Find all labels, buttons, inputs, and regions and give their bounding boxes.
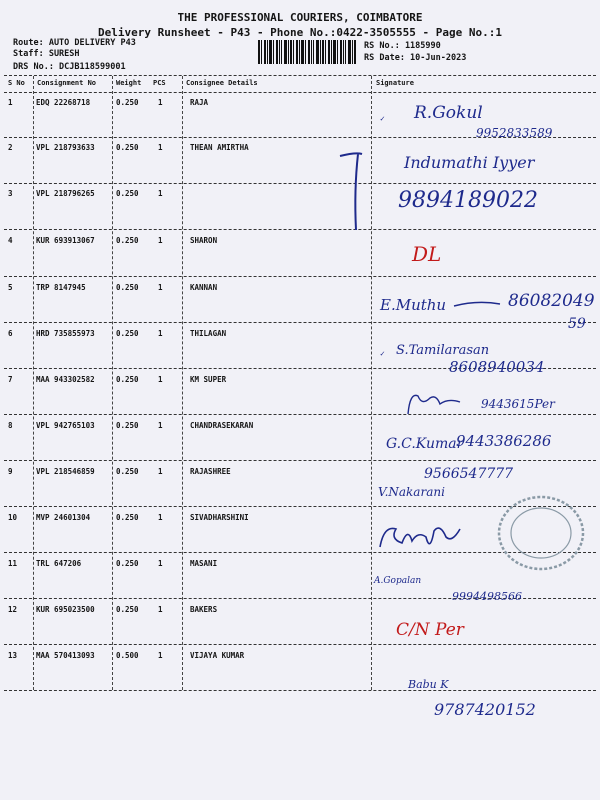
row-pcs: 1 bbox=[158, 559, 163, 568]
row-sno: 11 bbox=[8, 559, 18, 568]
row-consignee: THEAN AMIRTHA bbox=[190, 143, 249, 152]
row-pcs: 1 bbox=[158, 421, 163, 430]
row-weight: 0.250 bbox=[116, 421, 139, 430]
row-sno: 2 bbox=[8, 143, 13, 152]
row-divider bbox=[4, 414, 596, 415]
col-header-pcs: PCS bbox=[153, 79, 166, 87]
phone-row6: 8608940034 bbox=[449, 358, 545, 376]
row-pcs: 1 bbox=[158, 375, 163, 384]
signature-row5: E.Muthu bbox=[380, 296, 447, 314]
row-weight: 0.250 bbox=[116, 236, 139, 245]
row-weight: 0.250 bbox=[116, 605, 139, 614]
row-sno: 7 bbox=[8, 375, 13, 384]
row-pcs: 1 bbox=[158, 513, 163, 522]
row-pcs: 1 bbox=[158, 236, 163, 245]
check-mark-icon: ✓ bbox=[380, 114, 385, 123]
row-consignee: VIJAYA KUMAR bbox=[190, 651, 245, 660]
row-pcs: 1 bbox=[158, 605, 163, 614]
phone-row5-tail: 59 bbox=[568, 316, 586, 332]
row-consignee: THILAGAN bbox=[190, 329, 227, 338]
row-divider bbox=[4, 229, 596, 230]
signature-scribble-icon bbox=[404, 388, 464, 418]
rs-date: RS Date: 10-Jun-2023 bbox=[364, 53, 467, 63]
col-header-consignment: Consignment No bbox=[37, 79, 97, 87]
row-pcs: 1 bbox=[158, 98, 163, 107]
row-divider bbox=[4, 183, 596, 184]
row-divider bbox=[4, 644, 596, 645]
bracket-mark-icon bbox=[336, 150, 366, 234]
row-sno: 5 bbox=[8, 283, 13, 292]
signature-row10-icon bbox=[374, 517, 464, 559]
row-consignee: RAJASHREE bbox=[190, 467, 231, 476]
runsheet-subtitle: Delivery Runsheet - P43 - Phone No.:0422-3505555 - Page No.:1 bbox=[98, 26, 502, 39]
row-consignment-no: VPL 218796265 bbox=[36, 189, 95, 198]
row-sno: 1 bbox=[8, 98, 13, 107]
row-weight: 0.250 bbox=[116, 467, 139, 476]
row-pcs: 1 bbox=[158, 189, 163, 198]
row-consignment-no: VPL 942765103 bbox=[36, 421, 95, 430]
row-sno: 10 bbox=[8, 513, 18, 522]
row-consignee: KANNAN bbox=[190, 283, 218, 292]
row-consignee: BAKERS bbox=[190, 605, 218, 614]
row-consignee: RAJA bbox=[190, 98, 209, 107]
phone-row13: 9787420152 bbox=[434, 700, 536, 719]
row-pcs: 1 bbox=[158, 143, 163, 152]
row-weight: 0.250 bbox=[116, 283, 139, 292]
row-weight: 0.250 bbox=[116, 143, 139, 152]
row-pcs: 1 bbox=[158, 283, 163, 292]
signature-row13: Babu K bbox=[408, 678, 449, 691]
row-divider bbox=[4, 322, 596, 323]
phone-row9: 9566547777 bbox=[424, 466, 514, 482]
row-divider bbox=[4, 276, 596, 277]
signature-row6: S.Tamilarasan bbox=[396, 343, 490, 358]
row-consignee: CHANDRASEKARAN bbox=[190, 421, 254, 430]
row-consignee: SHARON bbox=[190, 236, 218, 245]
phone-row3: 9894189022 bbox=[398, 188, 538, 213]
col-header-consignee: Consignee Details bbox=[186, 79, 258, 87]
courier-seal-stamp bbox=[496, 494, 586, 572]
dash-stroke-icon bbox=[452, 298, 502, 312]
row-weight: 0.250 bbox=[116, 329, 139, 338]
signature-row9: V.Nakarani bbox=[378, 485, 445, 499]
row-sno: 3 bbox=[8, 189, 13, 198]
mark-row4: DL bbox=[412, 242, 442, 266]
row-consignee: SIVADHARSHINI bbox=[190, 513, 249, 522]
row-sno: 6 bbox=[8, 329, 13, 338]
row-consignment-no: VPL 218546859 bbox=[36, 467, 95, 476]
col-header-sno: S No bbox=[8, 79, 25, 87]
row-consignment-no: EDQ 22268718 bbox=[36, 98, 91, 107]
phone-row1: 9952833589 bbox=[476, 126, 553, 140]
header-bottom-rule bbox=[4, 92, 596, 93]
row-sno: 12 bbox=[8, 605, 18, 614]
row-weight: 0.500 bbox=[116, 651, 139, 660]
row-sno: 13 bbox=[8, 651, 18, 660]
row-consignment-no: TRL 647206 bbox=[36, 559, 82, 568]
row-consignment-no: KUR 695023500 bbox=[36, 605, 95, 614]
col-header-weight: Weight bbox=[116, 79, 142, 87]
row-consignee: MASANI bbox=[190, 559, 218, 568]
row-weight: 0.250 bbox=[116, 513, 139, 522]
rs-number: RS No.: 1185990 bbox=[364, 41, 441, 51]
row-sno: 8 bbox=[8, 421, 13, 430]
row-consignment-no: HRD 735855973 bbox=[36, 329, 95, 338]
row-weight: 0.250 bbox=[116, 559, 139, 568]
row-divider bbox=[4, 690, 596, 691]
row-pcs: 1 bbox=[158, 329, 163, 338]
signature-row2: Indumathi Iyyer bbox=[404, 153, 535, 172]
header-top-rule bbox=[4, 75, 596, 76]
phone-row8: 9443386286 bbox=[456, 432, 552, 450]
row-sno: 4 bbox=[8, 236, 13, 245]
row-consignee: KM SUPER bbox=[190, 375, 227, 384]
row-consignment-no: MVP 24601304 bbox=[36, 513, 91, 522]
row-consignment-no: TRP 8147945 bbox=[36, 283, 86, 292]
row-consignment-no: MAA 570413093 bbox=[36, 651, 95, 660]
row-pcs: 1 bbox=[158, 651, 163, 660]
company-title: THE PROFESSIONAL COURIERS, COIMBATORE bbox=[177, 11, 423, 24]
row-weight: 0.250 bbox=[116, 98, 139, 107]
route-label: Route: AUTO DELIVERY P43 bbox=[13, 38, 136, 48]
phone-row11: 9994498566 bbox=[452, 590, 522, 603]
signature-row1: R.Gokul bbox=[414, 103, 483, 123]
staff-label: Staff: SURESH bbox=[13, 49, 80, 59]
row-consignment-no: KUR 693913067 bbox=[36, 236, 95, 245]
phone-row7: 9443615Per bbox=[481, 397, 555, 411]
phone-row5: 86082049 bbox=[508, 291, 595, 311]
signature-row11: A.Gopalan bbox=[374, 576, 422, 586]
row-consignment-no: VPL 218793633 bbox=[36, 143, 95, 152]
row-weight: 0.250 bbox=[116, 189, 139, 198]
barcode-icon bbox=[258, 40, 356, 64]
row-pcs: 1 bbox=[158, 467, 163, 476]
mark-row12: C/N Per bbox=[396, 620, 464, 640]
signature-row8: G.C.Kumar bbox=[386, 436, 464, 452]
row-sno: 9 bbox=[8, 467, 13, 476]
drs-number: DRS No.: DCJB118599001 bbox=[13, 62, 126, 72]
row-divider bbox=[4, 460, 596, 461]
row-weight: 0.250 bbox=[116, 375, 139, 384]
check-mark-icon: ✓ bbox=[380, 349, 385, 358]
col-header-signature: Signature bbox=[376, 79, 414, 87]
row-consignment-no: MAA 943302582 bbox=[36, 375, 95, 384]
